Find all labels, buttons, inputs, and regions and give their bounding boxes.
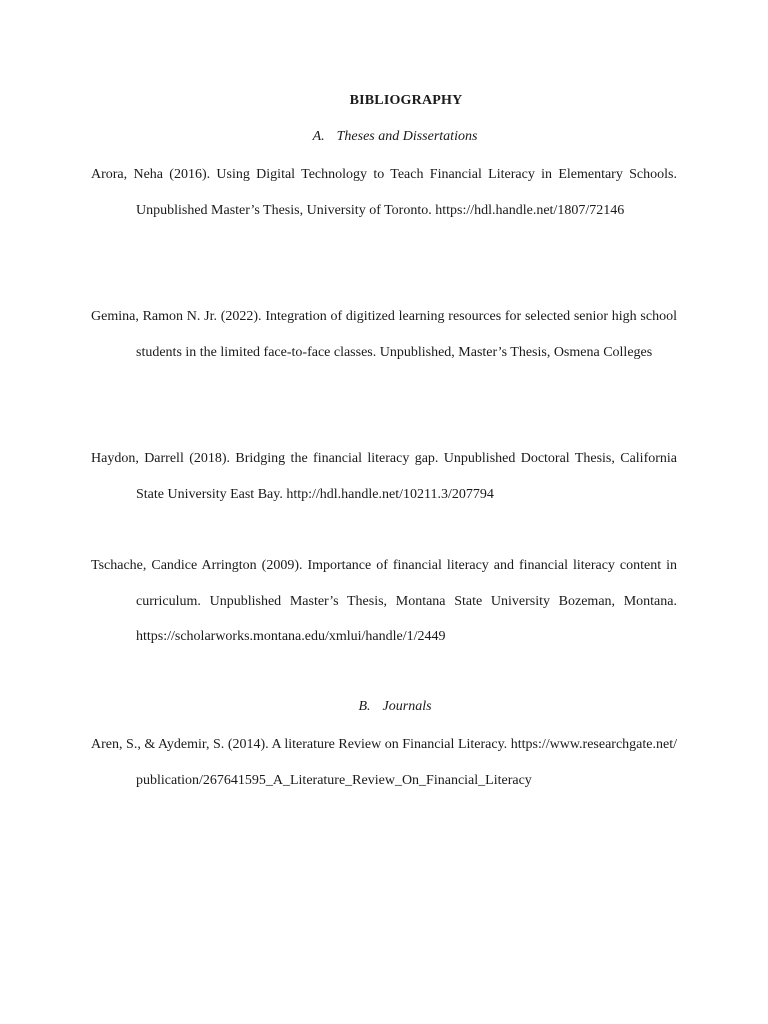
section-letter: A. (312, 129, 325, 144)
bibliography-entry-aren: Aren, S., & Aydemir, S. (2014). A literature Review on Financial Literacy. https://www.researchgate.net/publication/267641595_A_Literature_Review_On_Financial_Literacy (91, 737, 677, 788)
section-heading-journals (0, 699, 768, 715)
section-title: Journals (382, 699, 432, 714)
bibliography-entry-arora: Arora, Neha (2016). Using Digital Technology to Teach Financial Literacy in Elementary Schools. Unpublished Master’s Thesis, University of Toronto. https://hdl.handle.net/1807/72146 (91, 167, 677, 218)
section-title: Theses and Dissertations (336, 129, 478, 144)
section-heading-theses (0, 129, 768, 145)
bibliography-entry-haydon: Haydon, Darrell (2018). Bridging the financial literacy gap. Unpublished Doctoral Thesis, California State University East Bay. http://hdl.handle.net/10211.3/207794 (91, 451, 677, 502)
page-title: BIBLIOGRAPHY (349, 93, 463, 108)
bibliography-entry-tschache: Tschache, Candice Arrington (2009). Importance of financial literacy and financial literacy content in curriculum. Unpublished Master’s Thesis, Montana State University Bozeman, Montana. https://scholarworks.montana.edu/xmlui/handle/1/2449 (91, 558, 677, 645)
bibliography-entry-gemina: Gemina, Ramon N. Jr. (2022). Integration of digitized learning resources for selected senior high school students in the limited face-to-face classes. Unpublished, Master’s Thesis, Osmena Colleges (91, 309, 677, 360)
section-letter: B. (358, 699, 371, 714)
